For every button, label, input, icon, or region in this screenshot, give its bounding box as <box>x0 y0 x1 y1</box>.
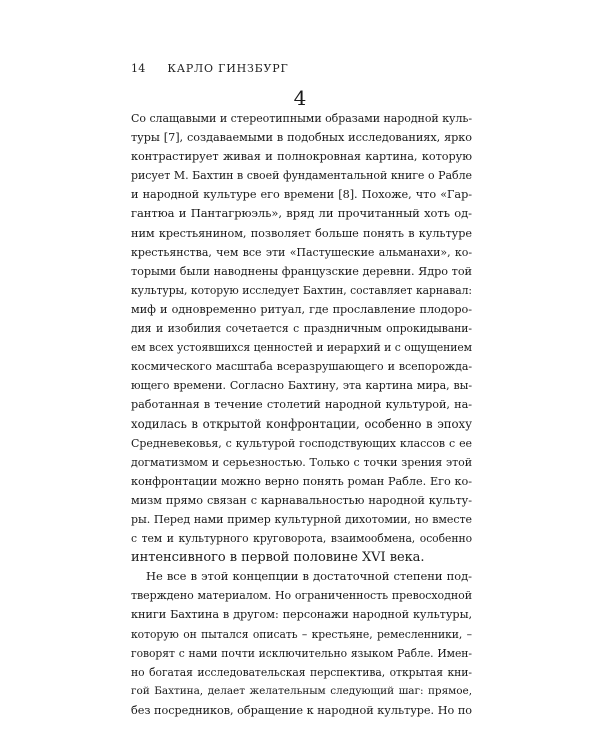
paragraph-first-line: Не все в этой концепции в достаточной степени под- <box>146 569 472 584</box>
paragraph-last-line: интенсивного в первой половине XVI века. <box>131 550 425 566</box>
text-line: с тем и культурного круговорота, взаимообмена, особенно <box>131 532 472 546</box>
text-line: миф и одновременно ритуал, где прославление плодоро- <box>131 302 472 316</box>
text-line: ющего времени. Согласно Бахтину, эта картина мира, вы- <box>131 379 472 393</box>
text-line: торыми были наводнены французские деревни. Ядро той <box>131 264 472 278</box>
text-line: гой Бахтина, делает желательным следующий шаг: прямое, <box>131 684 472 697</box>
text-line: ходилась в открытой конфронтации, особенно в эпоху <box>131 416 472 431</box>
chapter-number: 4 <box>293 86 307 110</box>
text-line: гантюа и Пантагрюэль», вряд ли прочитанный хоть од- <box>131 206 472 221</box>
text-line: говорят с нами почти исключительно языком Рабле. Имен- <box>131 646 472 660</box>
text-line: рисует М. Бахтин в своей фундаментальной книге о Рабле <box>131 169 472 183</box>
running-head-author: КАРЛО ГИНЗБУРГ <box>167 62 289 75</box>
text-line: дия и изобилия сочетается с праздничным опрокидывани- <box>131 322 472 336</box>
text-line: конфронтации можно верно понять роман Рабле. Его ко- <box>131 474 472 488</box>
text-line: мизм прямо связан с карнавальностью народной культу- <box>131 493 472 507</box>
text-line: тверждено материалом. Но ограниченность превосходной <box>131 589 472 603</box>
text-line: догматизмом и серьезностью. Только с точки зрения этой <box>131 455 472 469</box>
text-line: ем всех устоявшихся ценностей и иерархий и с ощущением <box>131 341 472 355</box>
text-line: работанная в течение столетий народной культурой, на- <box>131 398 472 412</box>
text-line: без посредников, обращение к народной культуре. Но по <box>131 703 472 717</box>
running-head <box>131 62 289 75</box>
text-line: туры [7], создаваемыми в подобных исследованиях, ярко <box>131 131 472 145</box>
text-line: ры. Перед нами пример культурной дихотомии, но вместе <box>131 512 472 526</box>
text-line: контрастирует живая и полнокровная картина, которую <box>131 150 472 164</box>
text-line: и народной культуре его времени [8]. Похоже, что «Гар- <box>131 188 472 202</box>
page-number: 14 <box>131 62 146 75</box>
text-line: Средневековья, с культурой господствующих классов с ее <box>131 436 472 450</box>
text-line: крестьянства, чем все эти «Пастушеские альманахи», ко- <box>131 245 472 259</box>
text-line: Со слащавыми и стереотипными образами народной куль- <box>131 112 472 125</box>
body-text <box>131 109 472 720</box>
text-line: ним крестьянином, позволяет больше понять в культуре <box>131 226 472 240</box>
text-line: космического масштаба всеразрушающего и всепорожда- <box>131 360 472 374</box>
text-line: но богатая исследовательская перспектива, открытая кни- <box>131 665 472 679</box>
text-line: культуры, которую исследует Бахтин, составляет карнавал: <box>131 283 472 297</box>
text-line: книги Бахтина в другом: персонажи народной культуры, <box>131 608 472 622</box>
text-line: которую он пытался описать – крестьяне, ремесленники, – <box>131 627 472 641</box>
